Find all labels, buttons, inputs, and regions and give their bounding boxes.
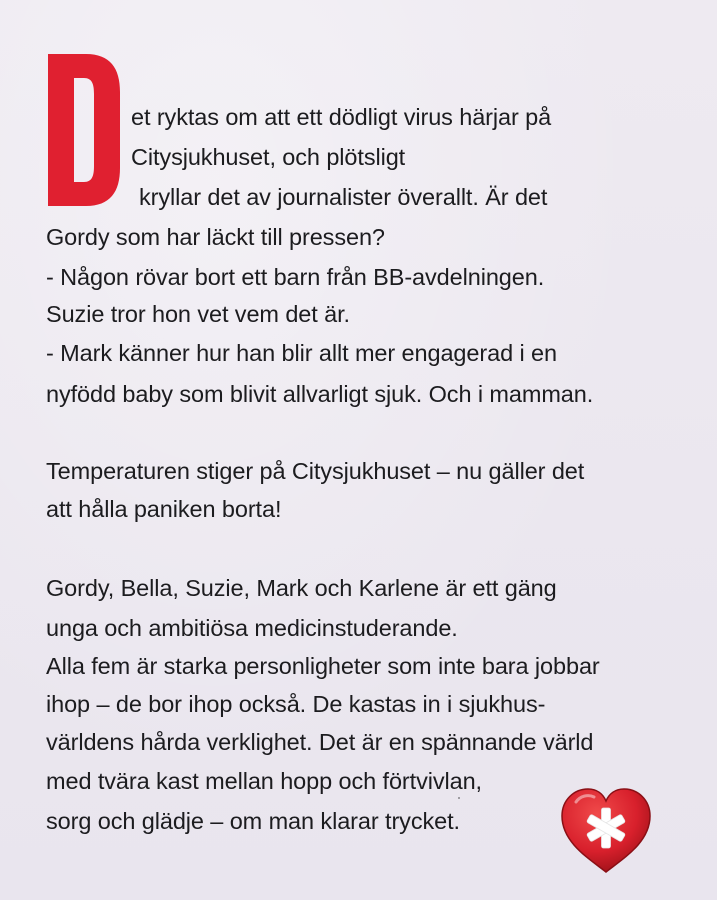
text-line: sorg och glädje – om man klarar trycket. bbox=[46, 808, 460, 834]
text-line: Alla fem är starka personligheter som inte bara jobbar bbox=[46, 653, 600, 679]
text-line: Gordy, Bella, Suzie, Mark och Karlene är ett gäng bbox=[46, 575, 557, 601]
text-line: unga och ambitiösa medicinstuderande. bbox=[46, 615, 458, 641]
text-line: ihop – de bor ihop också. De kastas in i sjukhus- bbox=[46, 691, 546, 717]
text-line: Suzie tror hon vet vem det är. bbox=[46, 301, 350, 327]
text-line: - Någon rövar bort ett barn från BB-avdelningen. bbox=[46, 264, 545, 290]
text-line: - Mark känner hur han blir allt mer engagerad i en bbox=[46, 340, 557, 366]
text-line: världens hårda verklighet. Det är en spännande värld bbox=[46, 729, 594, 755]
text-line: nyfödd baby som blivit allvarligt sjuk. Och i mamman. bbox=[46, 381, 594, 407]
text-line: et ryktas om att ett dödligt virus härjar på bbox=[131, 104, 552, 130]
drop-cap-letter-shape bbox=[48, 54, 120, 206]
text-line: Temperaturen stiger på Citysjukhuset – nu gäller det bbox=[46, 458, 585, 484]
text-line: att hålla paniken borta! bbox=[46, 496, 282, 522]
text-line: med tvära kast mellan hopp och förtvivlan, bbox=[46, 768, 482, 794]
text-line: Gordy som har läckt till pressen? bbox=[46, 224, 385, 250]
text-line: kryllar det av journalister överallt. Är det bbox=[139, 184, 548, 210]
heart-cross-logo-icon bbox=[558, 786, 654, 876]
text-line: Citysjukhuset, och plötsligt bbox=[131, 144, 406, 170]
drop-cap-d bbox=[44, 50, 124, 210]
